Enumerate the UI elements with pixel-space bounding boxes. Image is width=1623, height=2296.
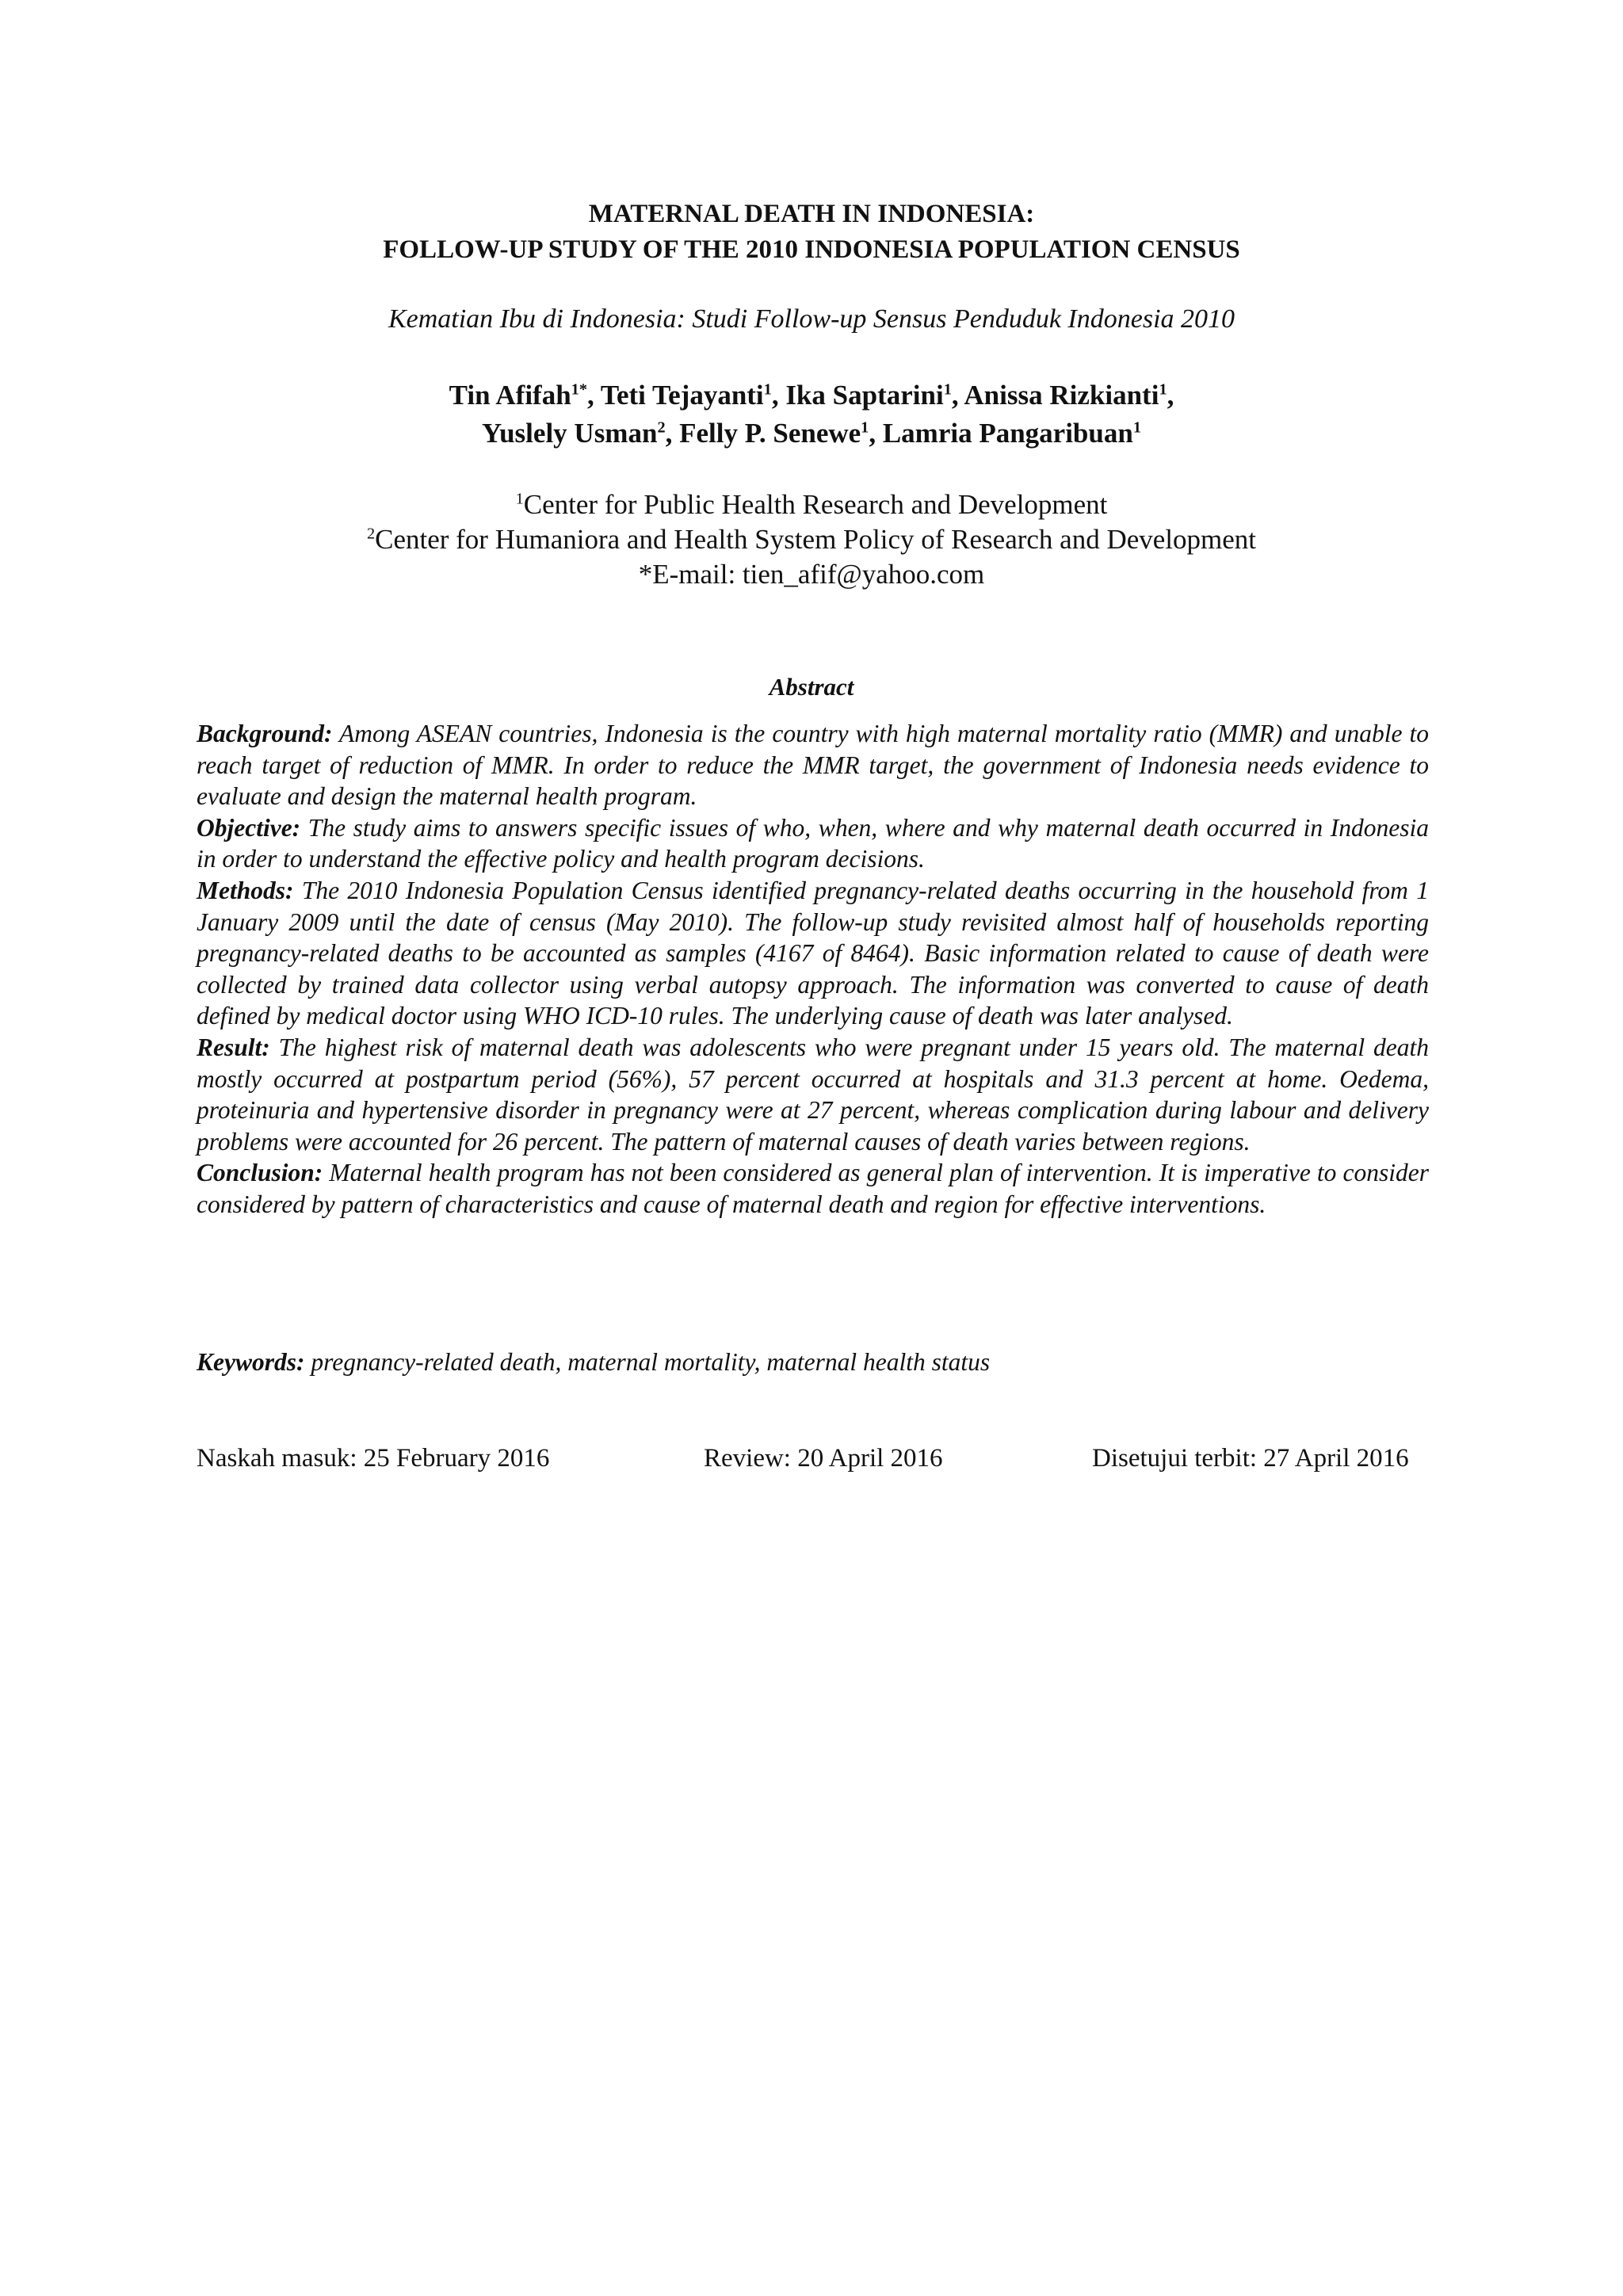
conclusion-text: Maternal health program has not been considered as general plan of intervention. It is imperative to consider considered by pattern of characteristics and cause of maternal death and region for effective interventions.	[197, 1159, 1429, 1218]
abstract-heading: Abstract	[769, 673, 854, 701]
author-affiliation-mark: 1	[763, 380, 772, 399]
keywords	[197, 1346, 1429, 1379]
date-review: Review: 20 April 2016	[704, 1444, 943, 1473]
corresponding-email: *E-mail: tien_afif@yahoo.com	[638, 559, 985, 590]
abstract-result	[197, 1032, 1429, 1157]
affiliation-text: Center for Public Health Research and Development	[523, 489, 1108, 520]
abstract-objective	[197, 812, 1429, 875]
author-separator: ,	[771, 380, 786, 411]
date-accepted: Disetujui terbit: 27 April 2016	[1092, 1444, 1409, 1473]
author-affiliation-mark: 1	[1159, 380, 1167, 399]
date-received: Naskah masuk: 25 February 2016	[197, 1444, 550, 1473]
conclusion-label: Conclusion:	[197, 1159, 323, 1187]
abstract-methods	[197, 875, 1429, 1032]
author-separator: ,	[586, 380, 601, 411]
author-affiliation-mark: 1	[943, 380, 952, 399]
author-affiliation-mark: 1*	[571, 380, 587, 399]
objective-label: Objective:	[197, 813, 301, 842]
paper-subtitle: Kematian Ibu di Indonesia: Studi Follow-up Sensus Penduduk Indonesia 2010	[388, 304, 1235, 334]
affiliation-1	[0, 487, 1623, 523]
author-separator: ,	[869, 418, 883, 449]
author-affiliation-mark: 1	[861, 418, 869, 437]
background-label: Background:	[197, 720, 333, 747]
author-affiliation-mark: 2	[657, 418, 666, 437]
paper-title-line-1: MATERNAL DEATH IN INDONESIA:	[588, 200, 1035, 228]
affiliation-mark: 1	[515, 490, 524, 508]
result-text: The highest risk of maternal death was adolescents who were pregnant under 15 years old. The maternal death mostly occurred at postpartum period (56%), 57 percent occurred at hospitals and 31.3 percent at home. Oedema, proteinuria and hypertensive disorder in pregnancy were at 27 percent, whereas complication during labour and delivery problems were accounted for 26 percent. The pattern of maternal causes of death varies between regions.	[197, 1033, 1429, 1156]
author-name: Ika Saptarini	[785, 380, 944, 411]
affiliation-mark: 2	[366, 525, 376, 543]
author-name: Lamria Pangaribuan	[882, 418, 1133, 449]
author-affiliation-mark: 1	[1132, 418, 1141, 437]
methods-label: Methods:	[197, 876, 294, 904]
author-name: Tin Afifah	[449, 380, 571, 411]
objective-text: The study aims to answers specific issues of who, when, where and why maternal death occurred in Indonesia in order to understand the effective policy and health program decisions.	[197, 813, 1429, 873]
author-name: Anissa Rizkianti	[964, 380, 1159, 411]
author-separator: ,	[665, 418, 680, 449]
abstract-body	[197, 718, 1429, 1221]
author-separator: ,	[1167, 380, 1174, 411]
author-name: Felly P. Senewe	[679, 418, 861, 449]
author-list-line-1	[0, 376, 1623, 415]
methods-text: The 2010 Indonesia Population Census identified pregnancy-related deaths occurring in the household from 1 January 2009 until the date of census (May 2010). The follow-up study revisited almost half of households reporting pregnancy-related deaths to be accounted as samples (4167 of 8464). Basic information related to cause of death were collected by trained data collector using verbal autopsy approach. The information was converted to cause of death defined by medical doctor using WHO ICD-10 rules. The underlying cause of death was later analysed.	[197, 876, 1429, 1030]
affiliation-text: Center for Humaniora and Health System Policy of Research and Development	[375, 524, 1257, 555]
author-name: Teti Tejayanti	[600, 380, 764, 411]
paper-title-line-2: FOLLOW-UP STUDY OF THE 2010 INDONESIA POPULATION CENSUS	[383, 235, 1240, 264]
abstract-background	[197, 718, 1429, 812]
author-name: Yuslely Usman	[482, 418, 658, 449]
result-label: Result:	[197, 1033, 270, 1061]
keywords-text: pregnancy-related death, maternal mortality, maternal health status	[304, 1348, 991, 1376]
abstract-conclusion	[197, 1157, 1429, 1220]
keywords-label: Keywords:	[197, 1348, 305, 1376]
background-text: Among ASEAN countries, Indonesia is the country with high maternal mortality ratio (MMR) and unable to reach target of reduction of MMR. In order to reduce the MMR target, the government of Indonesia needs evidence to evaluate and design the maternal health program.	[197, 720, 1429, 811]
author-list-line-2	[0, 414, 1623, 453]
affiliation-2	[0, 521, 1623, 558]
author-separator: ,	[951, 380, 964, 411]
